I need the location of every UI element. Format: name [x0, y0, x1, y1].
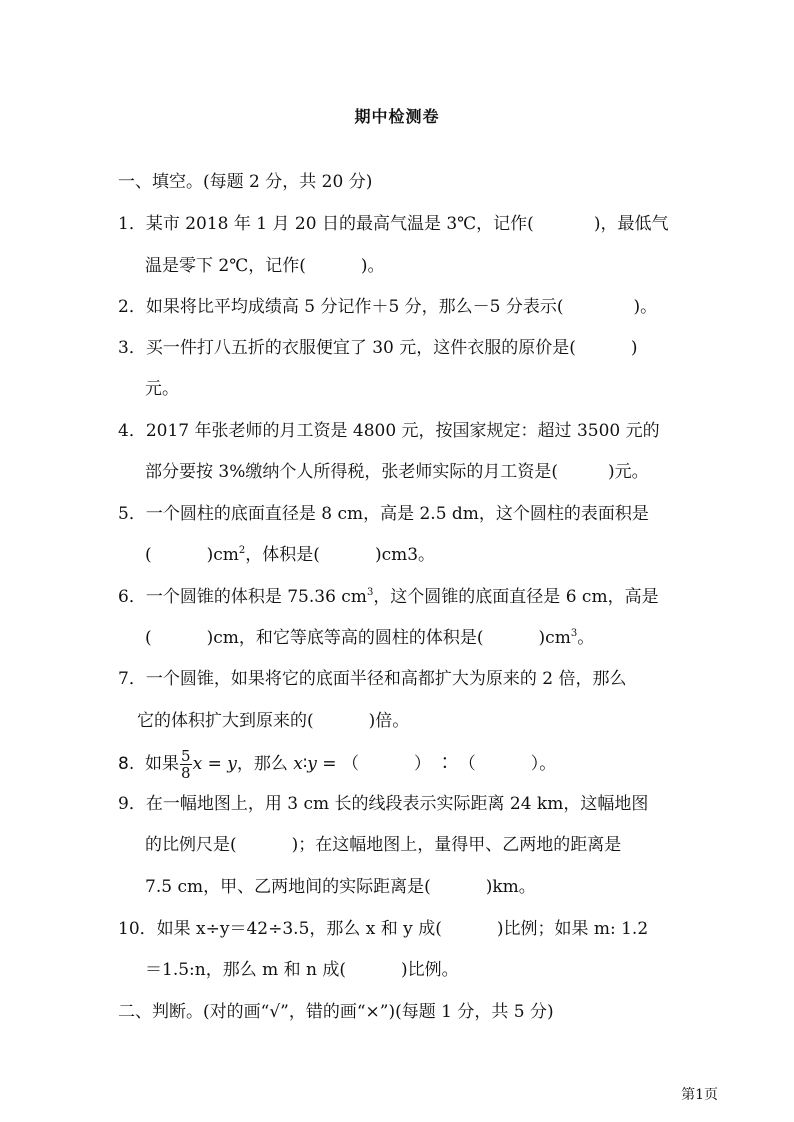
question-2: 2．如果将比平均成绩高 5 分记作＋5 分，那么－5 分表示( )。: [118, 297, 658, 317]
question-7-line-2: 它的体积扩大到原来的( )倍。: [137, 711, 410, 731]
question-7-line-1: 7．一个圆锥，如果将它的底面半径和高都扩大为原来的 2 倍，那么: [118, 669, 627, 689]
question-9-line-1: 9．在一幅地图上，用 3 cm 长的线段表示实际距离 24 km，这幅地图: [118, 794, 649, 814]
question-3-line-1: 3．买一件打八五折的衣服便宜了 30 元，这件衣服的原价是( ): [118, 338, 638, 358]
section-heading-true-false: 二、判断。(对的画“√”，错的画“×”)(每题 1 分，共 5 分): [118, 1002, 554, 1022]
question-5-line-1: 5．一个圆柱的底面直径是 8 cm，高是 2.5 dm，这个圆柱的表面积是: [118, 504, 649, 524]
question-3-line-2: 元。: [145, 379, 179, 399]
question-9-line-2: 的比例尺是( )；在这幅地图上，量得甲、乙两地的距离是: [145, 835, 622, 855]
question-6-line-2: ( )cm，和它等底等高的圆柱的体积是( )$cm^3$。: [145, 628, 595, 648]
question-5-line-2: ( )$cm^2$，体积是( )cm3。: [145, 545, 436, 565]
page-number: 第1页: [681, 1087, 718, 1103]
fraction-five-eighths: $\frac{5}{8}$: [181, 747, 191, 782]
question-10-line-2: ＝1.5:n，那么 m 和 n 成( )比例。: [145, 960, 459, 980]
question-6-line-1: 6．一个圆锥的体积是 75.36 $cm^3$，这个圆锥的底面直径是 6 cm，高是: [118, 587, 659, 607]
question-1-line-2: 温是零下 2℃，记作( )。: [145, 256, 385, 276]
question-4-line-2: 部分要按 3%缴纳个人所得税，张老师实际的月工资是( )元。: [145, 462, 649, 482]
section-heading-fill-in: 一、填空。(每题 2 分，共 20 分): [118, 172, 373, 192]
page-title: 期中检测卷: [354, 107, 440, 126]
question-10-line-1: 10．如果 x÷y＝42÷3.5，那么 x 和 y 成( )比例；如果 m: 1.2: [118, 919, 649, 939]
question-4-line-1: 4．2017 年张老师的月工资是 4800 元，按国家规定：超过 3500 元的: [118, 421, 660, 441]
question-8: 8. 如果 $\frac{5}{8}$ x = y，那么 x∶y = （ ） ∶ （ ）。: [118, 747, 557, 782]
question-9-line-3: 7.5 cm，甲、乙两地间的实际距离是( )km。: [145, 877, 536, 897]
question-1-line-1: 1．某市 2018 年 1 月 20 日的最高气温是 3℃，记作( )，最低气: [118, 214, 669, 234]
